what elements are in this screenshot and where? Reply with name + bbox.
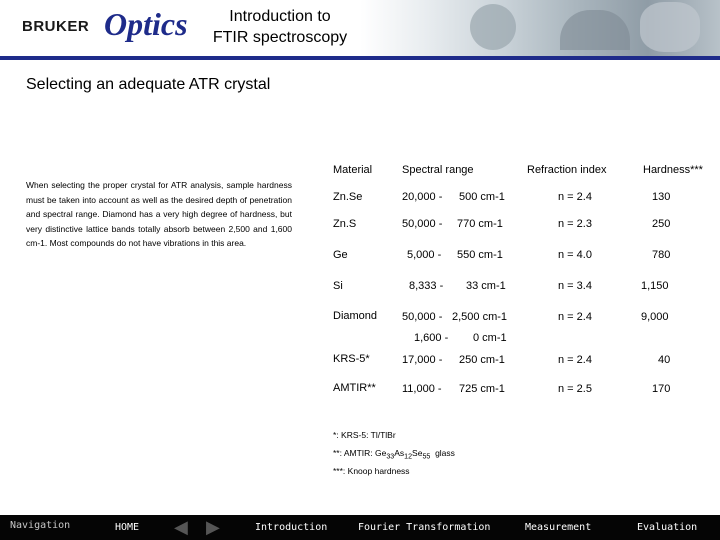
cell-hardness: 40 xyxy=(658,354,671,366)
footnote-amtir-se: Se xyxy=(412,448,423,458)
navigation-label: Navigation xyxy=(10,520,71,531)
cell-range-from: 8,333 - xyxy=(409,280,444,292)
cell-hardness: 780 xyxy=(652,249,671,261)
cell-hardness: 1,150 xyxy=(641,280,669,292)
cell-range-from: 17,000 - xyxy=(402,354,443,366)
cell-hardness: 170 xyxy=(652,383,671,395)
cell-range-to: 0 cm-1 xyxy=(473,332,507,344)
header-bar xyxy=(0,0,720,60)
cell-material: Zn.Se xyxy=(333,191,363,203)
cell-index: n = 2.4 xyxy=(558,311,592,323)
cell-range-from: 20,000 - xyxy=(402,191,443,203)
page-title-line2: FTIR spectroscopy xyxy=(212,29,348,46)
cell-range-from: 1,600 - xyxy=(414,332,449,344)
nav-fourier-transformation-button[interactable]: Fourier Transformation xyxy=(358,522,491,533)
cell-range-to: 500 cm-1 xyxy=(459,191,505,203)
cell-material: KRS-5* xyxy=(333,353,370,365)
cell-material: Si xyxy=(333,280,343,292)
cell-range-to: 770 cm-1 xyxy=(457,218,503,230)
cell-material: Ge xyxy=(333,249,348,261)
cell-range-to: 550 cm-1 xyxy=(457,249,503,261)
logo-bruker-text: BRUKER xyxy=(22,18,90,35)
cell-index: n = 2.5 xyxy=(558,383,592,395)
cell-index: n = 2.4 xyxy=(558,191,592,203)
cell-index: n = 4.0 xyxy=(558,249,592,261)
cell-range-from: 11,000 - xyxy=(402,383,442,395)
cell-range-from: 50,000 - xyxy=(402,311,443,323)
cell-hardness: 130 xyxy=(652,191,671,203)
cell-range-from: 5,000 - xyxy=(407,249,442,261)
cell-index: n = 3.4 xyxy=(558,280,592,292)
footnote-amtir-suffix: glass xyxy=(435,448,455,458)
footnote-amtir-ge-sub: 33 xyxy=(386,452,395,461)
footnote-amtir xyxy=(333,448,455,461)
navigation-bar xyxy=(0,515,720,540)
logo-optics-text: Optics xyxy=(104,6,188,42)
nav-introduction-button[interactable]: Introduction xyxy=(255,522,328,533)
col-header-spectral-range: Spectral range xyxy=(402,164,474,176)
footnote-krs5: *: KRS-5: Tl/TlBr xyxy=(333,430,396,440)
cell-material: Diamond xyxy=(333,310,378,322)
footnote-amtir-as-sub: 12 xyxy=(404,452,413,461)
footnote-amtir-as: As xyxy=(394,448,405,458)
right-arrow-icon[interactable]: ▶ xyxy=(206,517,220,537)
bruker-optics-logo xyxy=(22,6,192,50)
col-header-hardness: Hardness*** xyxy=(643,164,703,176)
header-photo-shape xyxy=(640,2,700,52)
footnote-knoop: ***: Knoop hardness xyxy=(333,466,410,476)
cell-range-to: 2,500 cm-1 xyxy=(452,311,508,323)
cell-material: AMTIR** xyxy=(333,382,376,394)
cell-material: Zn.S xyxy=(333,218,357,230)
footnote-amtir-se-sub: 55 xyxy=(422,452,431,461)
page-title xyxy=(200,6,360,48)
cell-range-to: 725 cm-1 xyxy=(459,383,505,395)
cell-hardness: 250 xyxy=(652,218,671,230)
col-header-refraction-index: Refraction index xyxy=(527,164,607,176)
cell-range-from: 50,000 - xyxy=(402,218,443,230)
left-arrow-icon[interactable]: ◀ xyxy=(174,517,188,537)
header-photo-shape xyxy=(470,4,516,50)
cell-index: n = 2.3 xyxy=(558,218,592,230)
cell-index: n = 2.4 xyxy=(558,354,592,366)
intro-paragraph: When selecting the proper crystal for ATR analysis, sample hardness must be taken into account as well as the desired depth of penetration and spectral range. Diamond has a very high degree of hardness, but very distinctive lattice bands totally absorb between 2,500 and 1,600 cm-1. Most compounds do not have vibrations in this area. xyxy=(26,180,292,248)
cell-range-to: 250 cm-1 xyxy=(459,354,505,366)
nav-home-button[interactable]: HOME xyxy=(115,522,140,533)
header-divider xyxy=(0,56,720,60)
col-header-material: Material xyxy=(333,164,373,176)
section-title: Selecting an adequate ATR crystal xyxy=(26,76,271,93)
cell-range-to: 33 cm-1 xyxy=(466,280,506,292)
page-title-line1: Introduction to xyxy=(229,8,331,25)
cell-hardness: 9,000 xyxy=(641,311,669,323)
nav-measurement-button[interactable]: Measurement xyxy=(525,522,592,533)
nav-evaluation-button[interactable]: Evaluation xyxy=(637,522,698,533)
footnote-amtir-prefix: **: AMTIR: Ge xyxy=(333,448,387,458)
